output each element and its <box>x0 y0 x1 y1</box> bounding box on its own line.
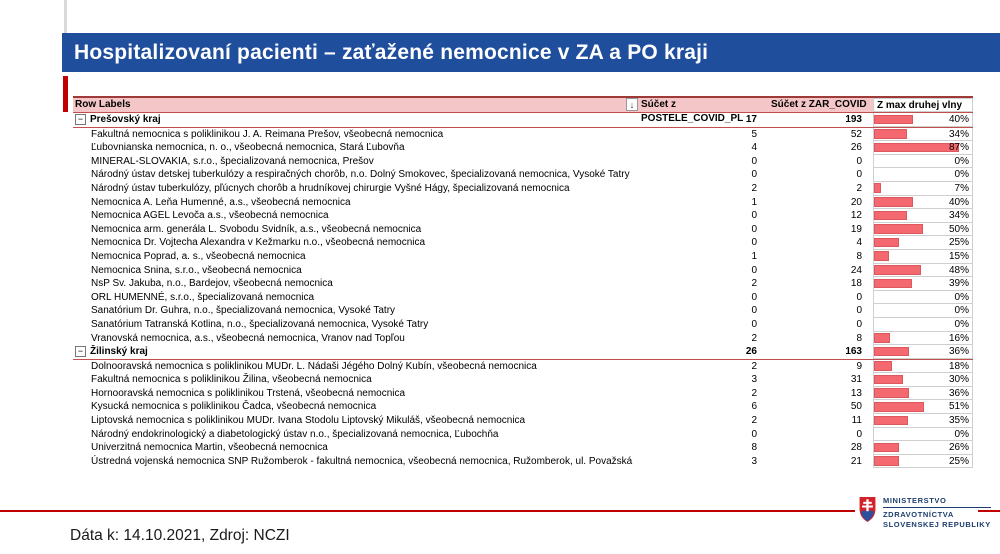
zar-covid-value: 0 <box>856 318 862 330</box>
postele-covid-value: 3 <box>751 455 757 467</box>
bar-cell <box>873 155 973 169</box>
hospital-row[interactable] <box>73 360 973 374</box>
bar-cell <box>873 128 973 142</box>
percent-value: 50% <box>948 223 969 235</box>
hospital-row[interactable] <box>73 196 973 210</box>
bar-cell <box>873 113 973 127</box>
postele-covid-value: 1 <box>751 250 757 262</box>
bar-cell <box>873 209 973 223</box>
hospital-row[interactable] <box>73 128 973 142</box>
ministry-logo <box>859 496 991 529</box>
bar-cell <box>873 277 973 291</box>
column-header-row-labels[interactable] <box>73 98 638 112</box>
hospital-name: Nemocnica arm. generála L. Svobodu Svidník, a.s., všeobecná nemocnica <box>91 223 422 235</box>
percent-value: 34% <box>948 128 969 140</box>
percent-value: 36% <box>948 346 969 358</box>
hospital-row[interactable] <box>73 236 973 250</box>
percent-value: 39% <box>948 278 969 290</box>
group-label-cell <box>73 345 638 359</box>
hospital-row[interactable] <box>73 318 973 332</box>
slovak-coat-of-arms-icon <box>859 496 876 523</box>
postele-covid-value: 0 <box>751 210 757 222</box>
ministry-logo-text <box>883 496 991 529</box>
zar-covid-value: 0 <box>856 428 862 440</box>
postele-covid-value: 3 <box>751 374 757 386</box>
data-bar <box>874 456 899 466</box>
logo-line-zdravotnictva: ZDRAVOTNÍCTVA <box>883 510 954 520</box>
hospital-row[interactable] <box>73 373 973 387</box>
footer-line-left <box>0 510 855 512</box>
zar-covid-value: 0 <box>856 169 862 181</box>
hospital-row[interactable] <box>73 332 973 346</box>
hospital-row[interactable] <box>73 428 973 442</box>
percent-value: 16% <box>948 332 969 344</box>
bar-cell <box>873 414 973 428</box>
zar-covid-value: 0 <box>856 155 862 167</box>
data-bar <box>874 115 913 125</box>
zar-covid-value: 0 <box>856 305 862 317</box>
hospital-row[interactable] <box>73 387 973 401</box>
column-header-zar-covid[interactable]: Súčet z ZAR_COVID <box>768 98 873 112</box>
zar-covid-value: 193 <box>845 114 862 125</box>
data-bar <box>874 347 909 357</box>
postele-covid-value: 0 <box>751 223 757 235</box>
postele-covid-value: 0 <box>751 264 757 276</box>
bar-cell <box>873 441 973 455</box>
hospital-row[interactable] <box>73 141 973 155</box>
data-bar <box>874 251 889 261</box>
zar-covid-value: 19 <box>850 223 862 235</box>
hospital-name: Národný endokrinologický a diabetologický ústav n.o., špecializovaná nemocnica, Ľubochňa <box>91 428 499 440</box>
collapse-icon[interactable]: − <box>75 114 86 125</box>
zar-covid-value: 0 <box>856 291 862 303</box>
postele-covid-value: 17 <box>745 114 757 125</box>
hospital-row[interactable] <box>73 182 973 196</box>
hospital-name: Národný ústav tuberkulózy, pľúcnych chorôb a hrudníkovej chirurgie Vyšné Hágy, špecializovaná nemocnica <box>91 182 570 194</box>
data-bar <box>874 443 899 453</box>
hospital-name: Univerzitná nemocnica Martin, všeobecná nemocnica <box>91 442 328 454</box>
hospital-name: Sanatórium Dr. Guhra, n.o., špecializovaná nemocnica, Vysoké Tatry <box>91 305 396 317</box>
zar-covid-value: 163 <box>845 346 862 358</box>
column-header-max-druhej-vlny[interactable]: Z max druhej vlny <box>873 98 973 112</box>
hospital-name: Liptovská nemocnica s poliklinikou MUDr. Ivana Stodolu Liptovský Mikuláš, všeobecná nemocnica <box>91 415 526 427</box>
hospital-row[interactable] <box>73 304 973 318</box>
postele-covid-value: 0 <box>751 237 757 249</box>
hospital-row[interactable] <box>73 455 973 469</box>
group-row[interactable] <box>73 113 973 128</box>
percent-value: 18% <box>948 360 969 372</box>
percent-value: 7% <box>954 182 969 194</box>
top-gray-accent-line <box>64 0 67 33</box>
bar-cell <box>873 236 973 250</box>
percent-value: 25% <box>948 237 969 249</box>
zar-covid-value: 4 <box>856 237 862 249</box>
data-bar <box>874 211 907 221</box>
postele-covid-value: 8 <box>751 442 757 454</box>
hospital-name: Národný ústav detskej tuberkulózy a respiračných chorôb, n.o. Dolný Smokovec, špecializovaná nemocnica, Vysoké Tatry <box>91 169 630 181</box>
percent-value: 34% <box>948 210 969 222</box>
zar-covid-value: 31 <box>850 374 862 386</box>
postele-covid-value: 1 <box>751 196 757 208</box>
hospital-name: MINERAL-SLOVAKIA, s.r.o., špecializovaná nemocnica, Prešov <box>91 155 374 167</box>
postele-covid-value: 2 <box>751 360 757 372</box>
bar-cell <box>873 387 973 401</box>
column-header-postele-covid[interactable]: Súčet z POSTELE_COVID_PL <box>638 98 768 112</box>
zar-covid-value: 26 <box>850 142 862 154</box>
group-label: Žilinský kraj <box>90 346 148 358</box>
percent-value: 0% <box>954 155 969 167</box>
percent-value: 0% <box>954 291 969 303</box>
bar-cell <box>873 168 973 182</box>
bar-cell <box>873 304 973 318</box>
zar-covid-value: 28 <box>850 442 862 454</box>
postele-covid-value: 5 <box>751 128 757 140</box>
percent-value: 35% <box>948 415 969 427</box>
hospital-name: Hornooravská nemocnica s poliklinikou Trstená, všeobecná nemocnica <box>91 387 406 399</box>
postele-covid-value: 2 <box>751 415 757 427</box>
postele-covid-value: 2 <box>751 182 757 194</box>
hospital-row[interactable] <box>73 414 973 428</box>
bar-cell <box>873 182 973 196</box>
percent-value: 87% <box>948 142 969 154</box>
percent-value: 25% <box>948 455 969 467</box>
postele-covid-value: 0 <box>751 155 757 167</box>
zar-covid-value: 8 <box>856 250 862 262</box>
zar-covid-value: 8 <box>856 332 862 344</box>
bar-cell <box>873 318 973 332</box>
hospital-name: Fakultná nemocnica s poliklinikou J. A. Reimana Prešov, všeobecná nemocnica <box>91 128 444 140</box>
red-accent-line <box>63 76 68 112</box>
hospital-name: Nemocnica Dr. Vojtecha Alexandra v Kežmarku n.o., všeobecná nemocnica <box>91 237 426 249</box>
hospital-name: Kysucká nemocnica s poliklinikou Čadca, všeobecná nemocnica <box>91 401 377 413</box>
percent-value: 30% <box>948 374 969 386</box>
percent-value: 0% <box>954 428 969 440</box>
bar-cell <box>873 291 973 305</box>
postele-covid-value: 0 <box>751 169 757 181</box>
logo-line-ministerstvo: MINISTERSTVO <box>883 496 991 508</box>
hospital-name: Sanatórium Tatranská Kotlina, n.o., špecializovaná nemocnica, Vysoké Tatry <box>91 318 429 330</box>
footer-source-text: Dáta k: 14.10.2021, Zdroj: NCZI <box>70 527 290 544</box>
data-bar <box>874 416 908 426</box>
logo-line-slovenskej-republiky: SLOVENSKEJ REPUBLIKY <box>883 519 991 529</box>
percent-value: 15% <box>948 250 969 262</box>
zar-covid-value: 50 <box>850 401 862 413</box>
bar-cell <box>873 196 973 210</box>
hospital-row[interactable] <box>73 168 973 182</box>
bar-cell <box>873 332 973 346</box>
percent-value: 36% <box>948 387 969 399</box>
bar-cell <box>873 264 973 278</box>
postele-covid-value: 26 <box>745 346 757 358</box>
hospital-row[interactable] <box>73 250 973 264</box>
data-bar <box>874 333 890 343</box>
hospital-row[interactable] <box>73 441 973 455</box>
hospital-name: Nemocnica Poprad, a. s., všeobecná nemocnica <box>91 250 306 262</box>
zar-covid-value: 21 <box>850 455 862 467</box>
bar-cell <box>873 345 973 359</box>
table-body <box>73 113 973 468</box>
hospital-row[interactable] <box>73 155 973 169</box>
zar-covid-value: 24 <box>850 264 862 276</box>
postele-covid-value: 0 <box>751 291 757 303</box>
bar-cell <box>873 223 973 237</box>
hospital-row[interactable] <box>73 223 973 237</box>
data-bar <box>874 197 913 207</box>
bar-cell <box>873 250 973 264</box>
hospital-name: Dolnooravská nemocnica s poliklinikou MUDr. L. Nádaši Jégého Dolný Kubín, všeobecná nemocnica <box>91 360 537 372</box>
data-bar <box>874 238 899 248</box>
hospital-name: Fakultná nemocnica s poliklinikou Žilina, všeobecná nemocnica <box>91 374 372 386</box>
hospital-name: Ústredná vojenská nemocnica SNP Ružomberok - fakultná nemocnica, všeobecná nemocnica, Ružomberok, ul. Považská <box>91 455 633 467</box>
hospital-name: Nemocnica Snina, s.r.o., všeobecná nemocnica <box>91 264 302 276</box>
percent-value: 0% <box>954 318 969 330</box>
hospital-row[interactable] <box>73 277 973 291</box>
data-bar <box>874 279 912 289</box>
data-bar <box>874 224 923 234</box>
title-banner <box>62 33 1000 72</box>
hospital-row[interactable] <box>73 209 973 223</box>
zar-covid-value: 13 <box>850 387 862 399</box>
hospital-name: Nemocnica AGEL Levoča a.s., všeobecná nemocnica <box>91 210 329 222</box>
postele-covid-value: 0 <box>751 428 757 440</box>
postele-covid-value: 2 <box>751 387 757 399</box>
hospital-name: Ľubovnianska nemocnica, n. o., všeobecná nemocnica, Stará Ľubovňa <box>91 142 405 154</box>
bar-cell <box>873 400 973 414</box>
percent-value: 26% <box>948 442 969 454</box>
postele-covid-value: 0 <box>751 305 757 317</box>
hospital-row[interactable] <box>73 291 973 305</box>
hospital-name: Nemocnica A. Leňa Humenné, a.s., všeobecná nemocnica <box>91 196 351 208</box>
bar-cell <box>873 455 973 469</box>
pivot-table <box>73 96 973 468</box>
page-title: Hospitalizovaní pacienti – zaťažené nemocnice v ZA a PO kraji <box>74 40 709 64</box>
data-bar <box>874 129 907 139</box>
percent-value: 51% <box>948 401 969 413</box>
data-bar <box>874 265 921 275</box>
zar-covid-value: 18 <box>850 278 862 290</box>
postele-covid-value: 2 <box>751 332 757 344</box>
group-label-cell <box>73 113 638 127</box>
bar-cell <box>873 428 973 442</box>
data-bar <box>874 361 892 371</box>
zar-covid-value: 12 <box>850 210 862 222</box>
row-labels-header-text: Row Labels <box>75 99 131 110</box>
data-bar <box>874 402 924 412</box>
data-bar <box>874 183 881 193</box>
bar-cell <box>873 141 973 155</box>
sort-icon[interactable]: ↓ <box>626 98 638 111</box>
percent-value: 48% <box>948 264 969 276</box>
hospital-name: ORL HUMENNÉ, s.r.o., špecializovaná nemocnica <box>91 291 315 303</box>
percent-value: 0% <box>954 305 969 317</box>
hospital-row[interactable] <box>73 264 973 278</box>
data-bar <box>874 375 903 385</box>
zar-covid-value: 2 <box>856 182 862 194</box>
zar-covid-value: 9 <box>856 360 862 372</box>
hospital-row[interactable] <box>73 400 973 414</box>
group-row[interactable] <box>73 345 973 360</box>
hospital-name: NsP Sv. Jakuba, n.o., Bardejov, všeobecná nemocnica <box>91 278 333 290</box>
data-bar <box>874 388 909 398</box>
hospital-name: Vranovská nemocnica, a.s., všeobecná nemocnica, Vranov nad Topľou <box>91 332 405 344</box>
zar-covid-value: 52 <box>850 128 862 140</box>
postele-covid-value: 4 <box>751 142 757 154</box>
postele-covid-value: 2 <box>751 278 757 290</box>
group-label: Prešovský kraj <box>90 114 161 125</box>
percent-value: 40% <box>948 196 969 208</box>
percent-value: 40% <box>948 114 969 125</box>
percent-value: 0% <box>954 169 969 181</box>
zar-covid-value: 11 <box>851 415 862 427</box>
bar-cell <box>873 373 973 387</box>
data-bar <box>874 143 959 153</box>
postele-covid-value: 6 <box>751 401 757 413</box>
zar-covid-value: 20 <box>850 196 862 208</box>
postele-covid-value: 0 <box>751 318 757 330</box>
collapse-icon[interactable]: − <box>75 346 86 357</box>
bar-cell <box>873 360 973 374</box>
